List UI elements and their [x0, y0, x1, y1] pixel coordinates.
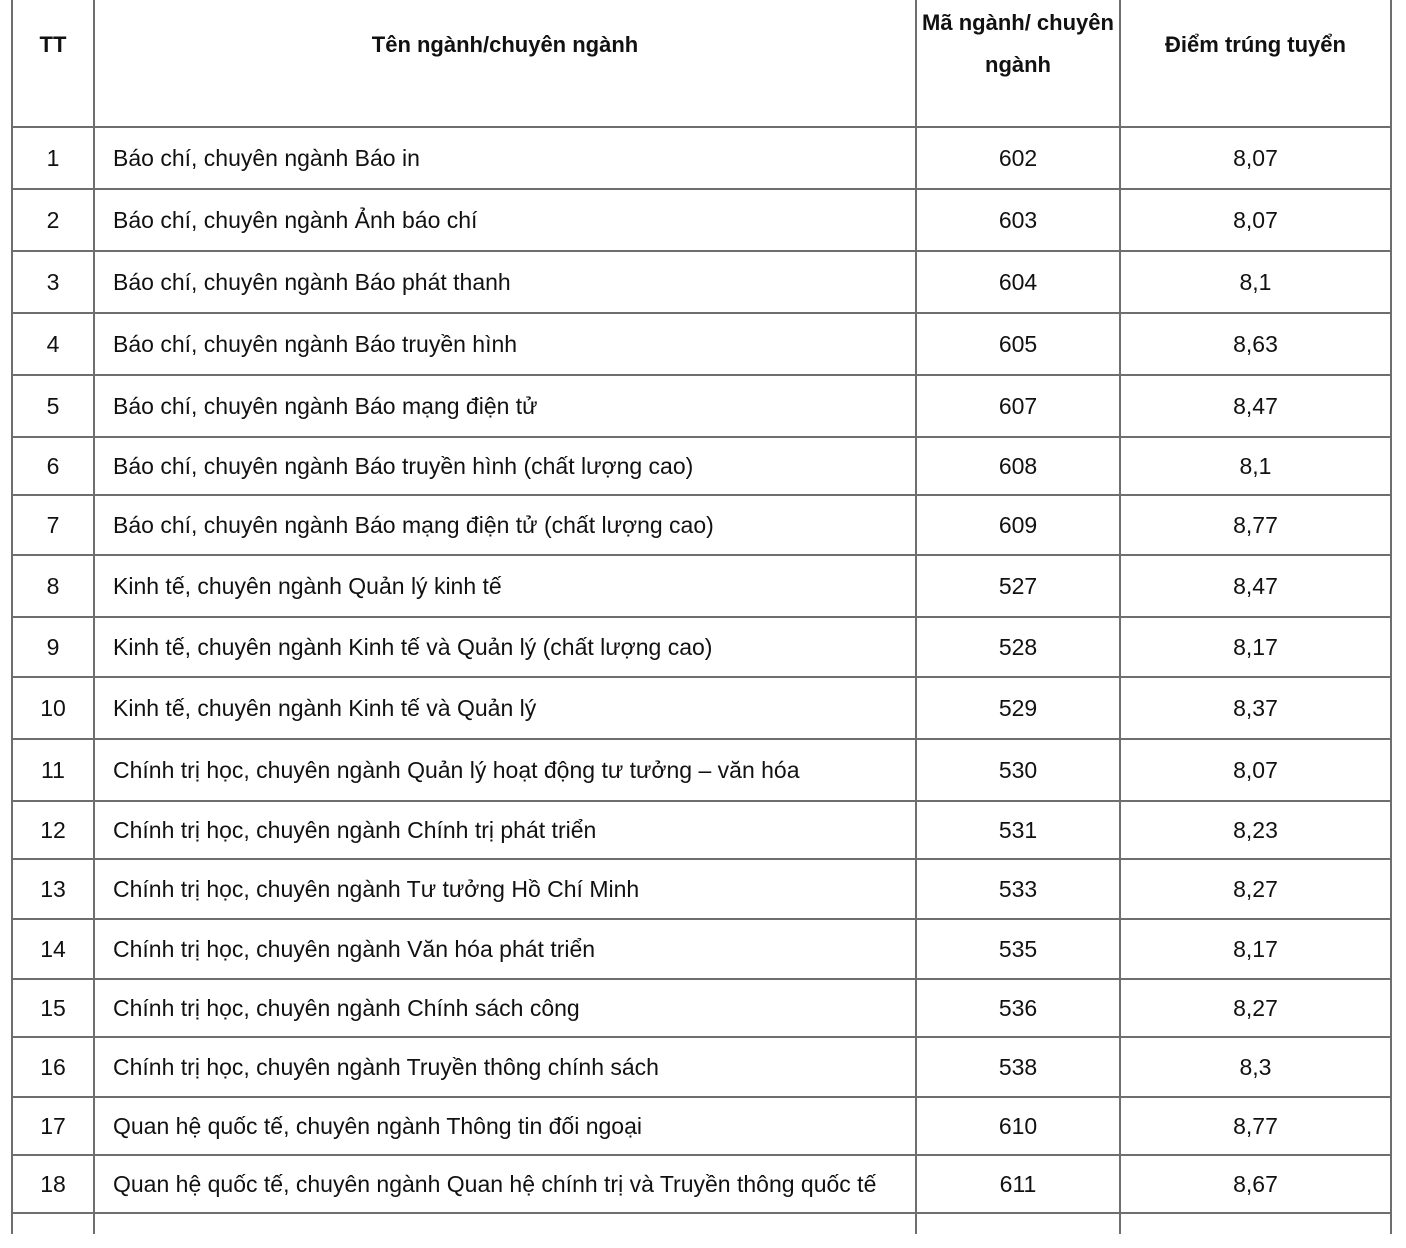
major-code: 528: [915, 616, 1119, 676]
header-row: [11, 0, 1392, 126]
table-row: [11, 494, 1392, 554]
table-row: [11, 616, 1392, 676]
major-name: Chính trị học, chuyên ngành Văn hóa phát triển: [93, 918, 915, 978]
table-row: [11, 858, 1392, 918]
major-code: 533: [915, 858, 1119, 918]
admission-score: 8,47: [1119, 554, 1392, 616]
major-name: Chính trị học, chuyên ngành Quản lý hoạt động tư tưởng – văn hóa: [93, 738, 915, 800]
table-row: [11, 250, 1392, 312]
major-code: 602: [915, 126, 1119, 188]
major-code: 610: [915, 1096, 1119, 1154]
major-code: 529: [915, 676, 1119, 738]
major-name: Báo chí, chuyên ngành Báo mạng điện tử (chất lượng cao): [93, 494, 915, 554]
admission-score: 8,07: [1119, 738, 1392, 800]
major-code: 604: [915, 250, 1119, 312]
table-row: [11, 800, 1392, 858]
major-code: 530: [915, 738, 1119, 800]
row-number: 7: [11, 494, 93, 554]
major-name: Báo chí, chuyên ngành Báo phát thanh: [93, 250, 915, 312]
major-name: Chính trị học, chuyên ngành Chính trị phát triển: [93, 800, 915, 858]
table-row-partial: [11, 1212, 1392, 1234]
row-number: 9: [11, 616, 93, 676]
table-row: [11, 188, 1392, 250]
admission-score: 8,1: [1119, 250, 1392, 312]
admission-score: 8,47: [1119, 374, 1392, 436]
admission-score: 8,37: [1119, 676, 1392, 738]
major-name: Kinh tế, chuyên ngành Kinh tế và Quản lý (chất lượng cao): [93, 616, 915, 676]
table-row: [11, 738, 1392, 800]
admission-score: 8,07: [1119, 126, 1392, 188]
row-number: 4: [11, 312, 93, 374]
major-code: 605: [915, 312, 1119, 374]
row-number: 3: [11, 250, 93, 312]
table-row: [11, 312, 1392, 374]
table-row: [11, 676, 1392, 738]
admission-score: 8,27: [1119, 978, 1392, 1036]
major-name: Kinh tế, chuyên ngành Kinh tế và Quản lý: [93, 676, 915, 738]
admission-score: 8,07: [1119, 188, 1392, 250]
major-name: Chính trị học, chuyên ngành Chính sách công: [93, 978, 915, 1036]
row-number: 5: [11, 374, 93, 436]
table-row: [11, 978, 1392, 1036]
major-code: 535: [915, 918, 1119, 978]
major-code: 538: [915, 1036, 1119, 1096]
table-row: [11, 918, 1392, 978]
empty-cell: [93, 1212, 915, 1234]
table-row: [11, 1154, 1392, 1212]
admission-score: 8,23: [1119, 800, 1392, 858]
major-code: 531: [915, 800, 1119, 858]
empty-cell: [1119, 1212, 1392, 1234]
row-number: 12: [11, 800, 93, 858]
major-code: 611: [915, 1154, 1119, 1212]
row-number: 2: [11, 188, 93, 250]
admission-score: 8,67: [1119, 1154, 1392, 1212]
table-row: [11, 436, 1392, 494]
row-number: 14: [11, 918, 93, 978]
row-number: 15: [11, 978, 93, 1036]
major-name: Quan hệ quốc tế, chuyên ngành Thông tin đối ngoại: [93, 1096, 915, 1154]
admission-score: 8,27: [1119, 858, 1392, 918]
major-code: 608: [915, 436, 1119, 494]
major-name: Báo chí, chuyên ngành Báo in: [93, 126, 915, 188]
major-code: 609: [915, 494, 1119, 554]
row-number: 18: [11, 1154, 93, 1212]
row-number: 6: [11, 436, 93, 494]
major-name: Báo chí, chuyên ngành Báo truyền hình: [93, 312, 915, 374]
major-name: Báo chí, chuyên ngành Báo truyền hình (chất lượng cao): [93, 436, 915, 494]
admission-score: 8,17: [1119, 918, 1392, 978]
table-row: [11, 126, 1392, 188]
empty-cell: [915, 1212, 1119, 1234]
admission-score: 8,77: [1119, 1096, 1392, 1154]
table-row: [11, 1096, 1392, 1154]
table-row: [11, 554, 1392, 616]
major-name: Kinh tế, chuyên ngành Quản lý kinh tế: [93, 554, 915, 616]
empty-cell: [11, 1212, 93, 1234]
major-name: Báo chí, chuyên ngành Báo mạng điện tử: [93, 374, 915, 436]
admission-scores-sheet: [11, 0, 1392, 1234]
header-score: Điểm trúng tuyển: [1119, 0, 1392, 126]
admission-score: 8,3: [1119, 1036, 1392, 1096]
table-row: [11, 374, 1392, 436]
row-number: 11: [11, 738, 93, 800]
admission-scores-table: [11, 0, 1392, 1234]
major-code: 527: [915, 554, 1119, 616]
row-number: 10: [11, 676, 93, 738]
admission-score: 8,77: [1119, 494, 1392, 554]
row-number: 13: [11, 858, 93, 918]
table-row: [11, 1036, 1392, 1096]
major-name: Chính trị học, chuyên ngành Tư tưởng Hồ Chí Minh: [93, 858, 915, 918]
admission-score: 8,1: [1119, 436, 1392, 494]
major-name: Quan hệ quốc tế, chuyên ngành Quan hệ chính trị và Truyền thông quốc tế: [93, 1154, 915, 1212]
row-number: 8: [11, 554, 93, 616]
header-name: Tên ngành/chuyên ngành: [93, 0, 915, 126]
major-code: 603: [915, 188, 1119, 250]
major-code: 607: [915, 374, 1119, 436]
table-body: [11, 126, 1392, 1234]
admission-score: 8,17: [1119, 616, 1392, 676]
row-number: 1: [11, 126, 93, 188]
major-name: Báo chí, chuyên ngành Ảnh báo chí: [93, 188, 915, 250]
row-number: 16: [11, 1036, 93, 1096]
row-number: 17: [11, 1096, 93, 1154]
admission-score: 8,63: [1119, 312, 1392, 374]
major-name: Chính trị học, chuyên ngành Truyền thông chính sách: [93, 1036, 915, 1096]
major-code: 536: [915, 978, 1119, 1036]
header-tt: TT: [11, 0, 93, 126]
header-code: Mã ngành/ chuyên ngành: [915, 0, 1119, 126]
